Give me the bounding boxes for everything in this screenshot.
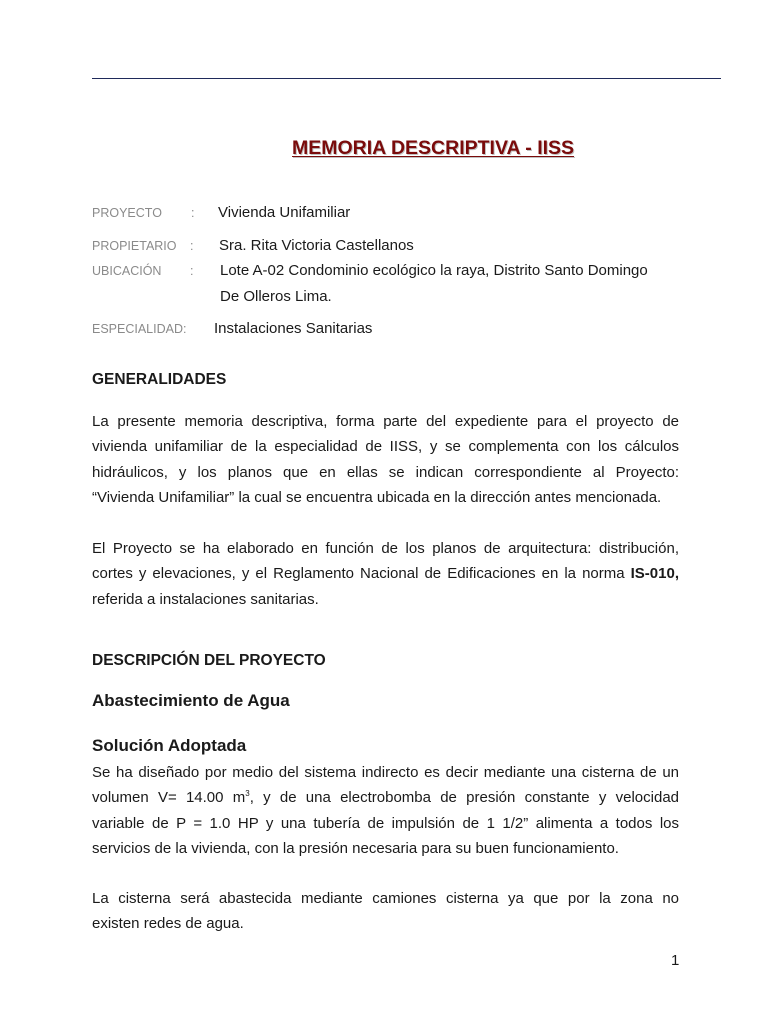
page-number: 1 — [671, 952, 680, 969]
paragraph-line: La cisterna será abastecida mediante camiones cisterna ya que por la zona no — [92, 890, 679, 907]
abastecimiento-subheading: Abastecimiento de Agua — [92, 691, 290, 710]
paragraph-text: , y de una electrobomba de presión constante y velocidad — [249, 789, 680, 807]
paragraph-line: existen redes de agua. — [92, 915, 244, 933]
document-title: MEMORIA DESCRIPTIVA - IISS — [292, 137, 575, 159]
ubicacion-label: UBICACIÓN — [92, 264, 162, 278]
solucion-paragraph — [92, 760, 679, 861]
descripcion-heading: DESCRIPCIÓN DEL PROYECTO — [92, 652, 326, 669]
paragraph-line: La presente memoria descriptiva, forma parte del expediente para el proyecto de — [92, 413, 679, 430]
cubic-superscript: 3 — [245, 789, 250, 799]
paragraph-line — [92, 561, 679, 586]
ubicacion-value-line2: De Olleros Lima. — [220, 288, 332, 305]
paragraph-line: hidráulicos, y los planos que en ellas se indican correspondiente al Proyecto: — [92, 463, 679, 481]
proyecto-colon: : — [191, 206, 195, 220]
propietario-value: Sra. Rita Victoria Castellanos — [219, 237, 414, 254]
especialidad-value: Instalaciones Sanitarias — [214, 320, 373, 337]
ubicacion-colon: : — [190, 264, 194, 278]
paragraph-line: Se ha diseñado por medio del sistema indirecto es decir mediante una cisterna de un — [92, 764, 679, 781]
generalidades-paragraph-1 — [92, 409, 679, 510]
paragraph-line: El Proyecto se ha elaborado en función de los planos de arquitectura: distribución, — [92, 540, 679, 557]
generalidades-heading: GENERALIDADES — [92, 371, 227, 388]
paragraph-text: cortes y elevaciones, y el Reglamento Nacional de Edificaciones en la norma — [92, 565, 631, 583]
paragraph-line — [92, 785, 679, 810]
proyecto-label: PROYECTO — [92, 206, 162, 220]
solucion-subheading: Solución Adoptada — [92, 736, 247, 755]
paragraph-line: variable de P = 1.0 HP y una tubería de impulsión de 1 1/2” alimenta a todos los — [92, 814, 679, 832]
norma-reference: IS-010, — [630, 565, 679, 583]
cisterna-paragraph — [92, 886, 679, 937]
paragraph-line: referida a instalaciones sanitarias. — [92, 590, 319, 608]
paragraph-line: vivienda unifamiliar de la especialidad de IISS, y se complementa con los cálculos — [92, 438, 679, 456]
paragraph-line: “Vivienda Unifamiliar” la cual se encuentra ubicada en la dirección antes mencionada. — [92, 488, 662, 506]
especialidad-label: ESPECIALIDAD: — [92, 322, 187, 336]
generalidades-paragraph-2 — [92, 536, 679, 612]
ubicacion-value-line1: Lote A-02 Condominio ecológico la raya, Distrito Santo Domingo — [220, 262, 648, 279]
propietario-label: PROPIETARIO — [92, 239, 177, 253]
proyecto-value: Vivienda Unifamiliar — [218, 204, 351, 221]
paragraph-line: servicios de la vivienda, con la presión necesaria para su buen funcionamiento. — [92, 839, 619, 857]
propietario-colon: : — [190, 239, 194, 253]
header-rule — [92, 78, 721, 79]
paragraph-text: volumen V= 14.00 m — [92, 789, 246, 807]
